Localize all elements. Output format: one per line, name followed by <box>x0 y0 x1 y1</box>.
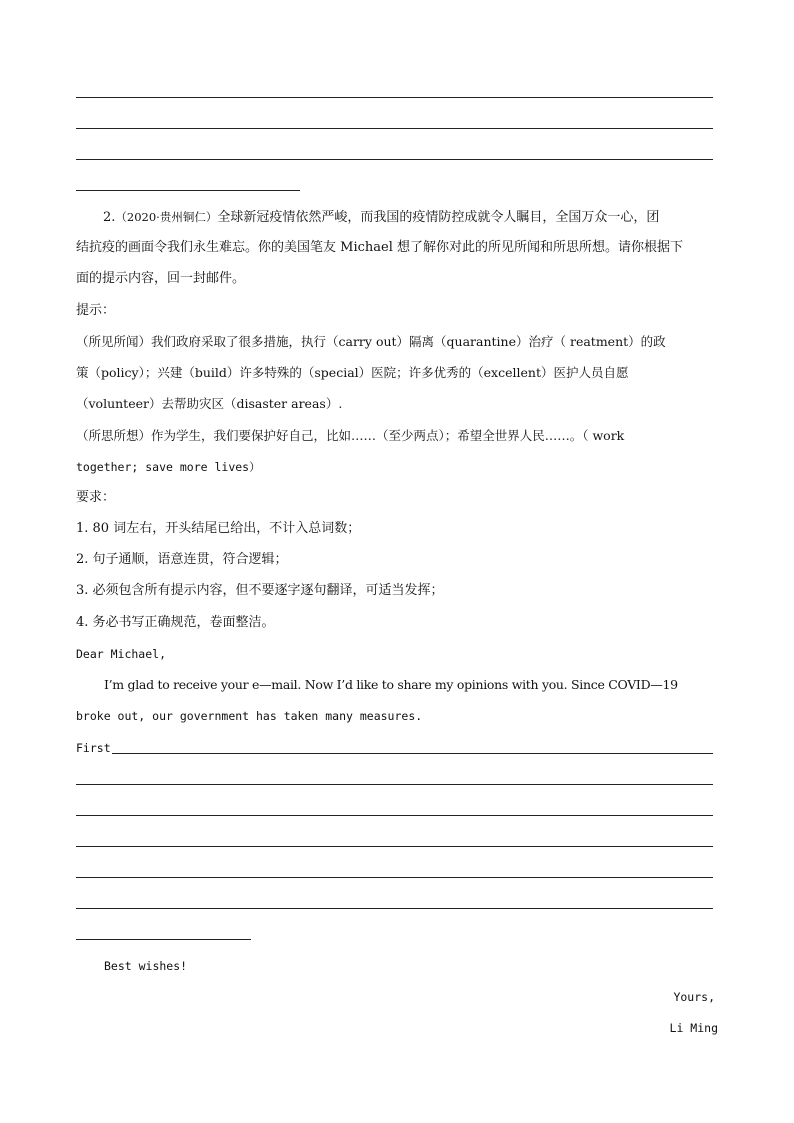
requirement-item: 2. 句子通顺，语意连贯，符合逻辑； <box>76 552 288 567</box>
first-label: First <box>76 741 111 755</box>
hint-line: 策（policy）；兴建（build）许多特殊的（special）医院；许多优秀的（excellent）医护人员自愿 <box>76 365 629 380</box>
question-intro-line-1 <box>76 209 718 226</box>
answer-line[interactable] <box>76 815 713 816</box>
letter-salutation: Dear Michael, <box>76 647 167 661</box>
answer-line[interactable] <box>76 784 713 785</box>
answer-line[interactable] <box>76 846 713 847</box>
requirement-item: 4. 务必书写正确规范，卷面整洁。 <box>76 615 275 630</box>
letter-signature: Li Ming <box>669 1021 718 1035</box>
hint-line: together; save more lives） <box>76 460 261 474</box>
answer-line[interactable] <box>76 908 713 909</box>
first-answer-row <box>76 740 713 756</box>
letter-signoff: Yours, <box>673 990 715 1004</box>
question-intro-line-3: 面的提示内容，回一封邮件。 <box>76 271 246 286</box>
answer-line[interactable] <box>76 877 713 878</box>
letter-opening-line: I’m glad to receive your e—mail. Now I’d like to share my opinions with you. Since COVID—19 <box>104 677 678 692</box>
hint-line: （所思所想）作为学生，我们要保护好自己，比如……（至少两点）；希望全世界人民……。（ work <box>76 428 625 443</box>
question-source: （2020·贵州铜仁） <box>115 210 218 224</box>
hints-heading: 提示： <box>76 303 116 318</box>
answer-line[interactable] <box>112 753 713 754</box>
answer-line[interactable] <box>76 97 713 98</box>
answer-line[interactable] <box>76 128 713 129</box>
letter-closing: Best wishes! <box>104 959 188 973</box>
question-intro-line-2: 结抗疫的画面令我们永生难忘。你的美国笔友 Michael 想了解你对此的所见所闻和所思所想。请你根据下 <box>76 240 683 255</box>
requirement-item: 3. 必须包含所有提示内容，但不要逐字逐句翻译，可适当发挥； <box>76 583 444 598</box>
question-intro-text: 全球新冠疫情依然严峻，而我国的疫情防控成就令人瞩目，全国万众一心，团 <box>217 210 660 225</box>
letter-opening-line: broke out, our government has taken many measures. <box>76 709 423 723</box>
hint-line: （所见所闻）我们政府采取了很多措施，执行（carry out）隔离（quarantine）治疗（ reatment）的政 <box>76 334 666 349</box>
requirement-item: 1. 80 词左右，开头结尾已给出，不计入总词数； <box>76 521 361 536</box>
requirements-heading: 要求： <box>76 490 116 505</box>
hint-line: （volunteer）去帮助灾区（disaster areas）. <box>76 396 343 411</box>
question-number: 2. <box>103 210 116 225</box>
answer-line[interactable] <box>76 159 713 160</box>
answer-line[interactable] <box>76 190 300 191</box>
answer-line[interactable] <box>76 939 251 940</box>
